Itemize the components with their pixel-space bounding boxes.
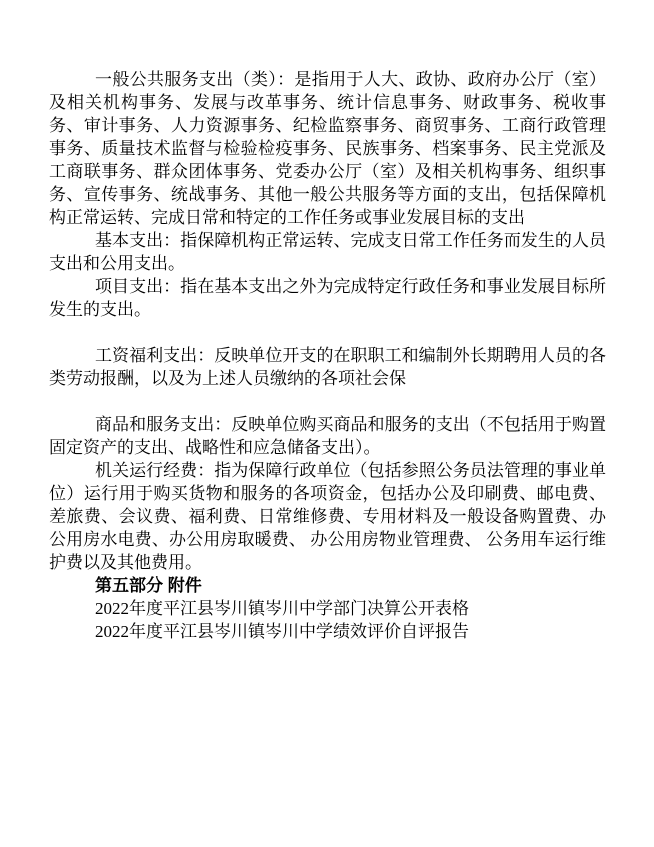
attachment-item-budget-tables: 2022年度平江县岑川镇岑川中学部门决算公开表格	[95, 599, 469, 618]
paragraph-basic-expenditure: 基本支出：指保障机构正常运转、完成支日常工作任务而发生的人员支出和公用支出。	[49, 231, 606, 273]
paragraph-project-expenditure: 项目支出：指在基本支出之外为完成特定行政任务和事业发展目标所发生的支出。	[49, 277, 606, 319]
paragraph-general-public-services: 一般公共服务支出（类）：是指用于人大、政协、政府办公厅（室）及相关机构事务、发展与改革事务、统计信息事务、财政事务、税收事务、审计事务、人力资源事务、纪检监察事务、商贸事务、工商行政管理事务、质量技术监督与检验检疫事务、民族事务、档案事务、民主党派及工商联事务、群众团体事务、党委办公厅（室）及相关机构事务、组织事务、宣传事务、统战事务、其他一般公共服务等方面的支出，包括保障机构正常运转、完成日常和特定的工作任务或事业发展目标的支出	[49, 70, 606, 227]
blank-line	[49, 390, 606, 413]
section-five-heading: 第五部分 附件	[95, 576, 202, 595]
paragraph-agency-operating-funds: 机关运行经费：指为保障行政单位（包括参照公务员法管理的事业单位）运行用于购买货物和服务的各项资金，包括办公及印刷费、邮电费、差旅费、会议费、福利费、日常维修费、专用材料及一般设备购置费、办公用房水电费、办公用房取暖费、 办公用房物业管理费、 公务用车运行维护费以及其他费用。	[49, 461, 606, 572]
blank-line	[49, 321, 606, 344]
paragraph-goods-services-expenditure: 商品和服务支出：反映单位购买商品和服务的支出（不包括用于购置固定资产的支出、战略性和应急储备支出）。	[49, 415, 606, 457]
attachment-item-performance-report: 2022年度平江县岑川镇岑川中学绩效评价自评报告	[95, 622, 469, 641]
paragraph-salary-welfare-expenditure: 工资福利支出：反映单位开支的在职职工和编制外长期聘用人员的各类劳动报酬，以及为上述人员缴纳的各项社会保	[49, 346, 606, 388]
